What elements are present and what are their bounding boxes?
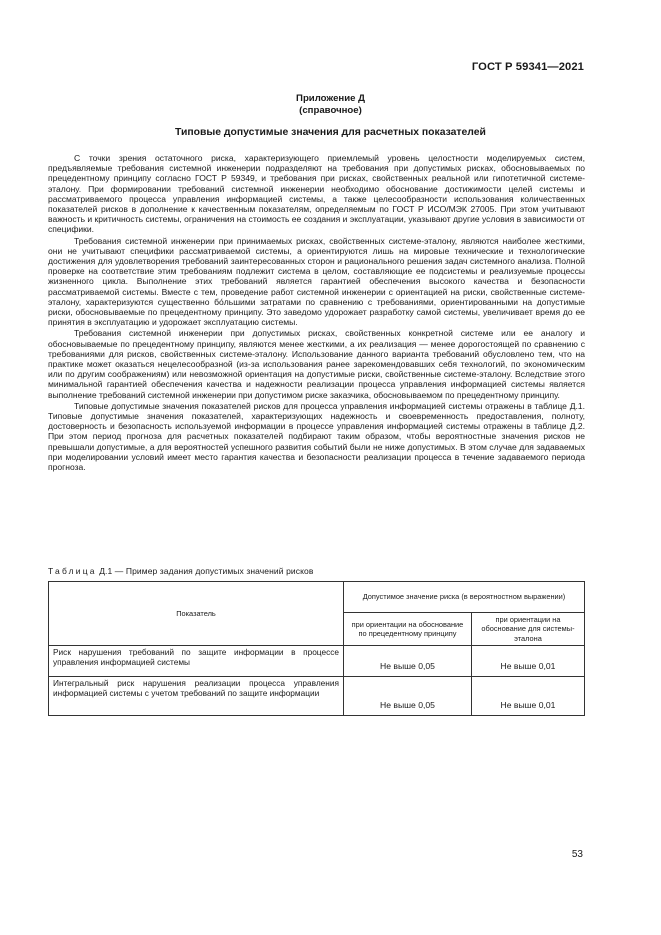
section-title: Типовые допустимые значения для расчетных показателей <box>175 127 486 138</box>
table-caption <box>48 566 313 576</box>
table-caption-text: Д.1 — Пример задания допустимых значений рисков <box>96 566 314 576</box>
header-group: Допустимое значение риска (в вероятностном выражении) <box>344 582 585 613</box>
paragraph-2: Требования системной инженерии при принимаемых рисках, свойственных системе-эталону, являются наиболее жесткими, они не учитывают специфики рассматриваемой системы, а ориентируются лишь на мировые технические и технологические достижения для удовлетворения требований заинтересованных сторон и рационального решения задач системного анализа. Полной проверке на соответствие этим требованиям подлежит система в целом, составляющие ее подсистемы и реализуемые процессы жизненного цикла. Выполнение этих требований является гарантией обеспечения высокого качества и безопасности рассматриваемой системы. Вместе с тем, проведение работ системной инженерии с ориентацией на риски, свойственные системе-эталону, характеризуются существенно бо́льшими затратами по сравнению с требованиями, ориентированными на допустимые риски, обосновываемые по прецедентному принципу. Это заведомо удорожает разработку самой системы, увеличивает время до ее принятия в эксплуатацию и удорожает эксплуатацию системы. <box>48 235 585 328</box>
table-cell-indicator: Риск нарушения требований по защите информации в процессе управления информацией системы <box>49 646 344 677</box>
table-caption-prefix: Таблица <box>48 566 97 576</box>
header-indicator: Показатель <box>49 582 344 646</box>
table-cell-value-precedent: Не выше 0,05 <box>344 677 472 716</box>
paragraph-3: Требования системной инженерии при допустимых рисках, свойственных конкретной системе или ее аналогу и обосновываемые по прецедентному принципу, являются менее жесткими, а их реализация — менее дорогостоящей по сравнению с требованиями для рисков, свойственных системе-эталону. Использование данного варианта требований обусловлено тем, что на практике может оказаться нецелесообразной (из-за использования ранее зарекомендовавших себя технологий, по экономическим или по другим соображениям) или невозможной ориентация на допустимые риски, свойственные системе-эталону. Вследствие этого минимальной гарантией обеспечения качества и надежности реализации процесса управления информацией системы является выполнение требований системной инженерии при допустимом риске заказчика, обосновываемом по прецедентному принципу. <box>48 328 585 400</box>
body-text <box>48 153 585 473</box>
risk-values-table <box>48 581 585 716</box>
appendix-heading <box>0 93 661 117</box>
table-cell-value-reference: Не выше 0,01 <box>471 646 584 677</box>
table-cell-value-precedent: Не выше 0,05 <box>344 646 472 677</box>
paragraph-1: С точки зрения остаточного риска, характеризующего приемлемый уровень целостности моделируемых систем, предъявляемые требования системной инженерии подразделяют на требования при допустимых рисках, обосновываемых по прецедентному принципу согласно ГОСТ Р 59349, и требования при рисках, свойственных реальной или гипотетичной системе-эталону. При формировании требований системной инженерии необходимо обоснование достижимости целей системы и рассматриваемого процесса управления информацией системы, а также целесообразности использования количественных показателей рисков в дополнение к качественным показателям, определяемым по ГОСТ Р ИСО/МЭК 27005. При этом учитывают важность и критичность системы, ограничения на стоимость ее создания и эксплуатации, указывают другие условия в зависимости от специфики. <box>48 153 585 235</box>
document-standard-header: ГОСТ Р 59341—2021 <box>471 61 584 73</box>
header-col-reference-system: при ориентации на обоснование для системы-эталона <box>471 613 584 646</box>
table-cell-value-reference: Не выше 0,01 <box>471 677 584 716</box>
header-col-precedent: при ориентации на обоснование по прецедентному принципу <box>344 613 472 646</box>
appendix-subtitle: (справочное) <box>299 105 362 116</box>
table-row <box>49 677 585 716</box>
table-cell-indicator: Интегральный риск нарушения реализации процесса управления информацией системы с учетом требований по защите информации <box>49 677 344 716</box>
page-number: 53 <box>571 849 583 860</box>
table-row <box>49 646 585 677</box>
appendix-title: Приложение Д <box>296 93 365 104</box>
table-header-row-1 <box>49 582 585 613</box>
paragraph-4: Типовые допустимые значения показателей рисков для процесса управления информацией системы отражены в таблице Д.1. Типовые допустимые значения показателей, характеризующих надежность и своевременность предоставления, полноту, достоверность и безопасность используемой информации в процессе управления информацией системы отражены в таблице Д.2. При этом период прогноза для расчетных показателей подбирают таким образом, чтобы вероятностные значения рисков не превышали допустимые, а для вероятностей успешного развития событий были не ниже допустимых. В этом случае для задаваемых при моделировании условий имеет место гарантия качества и безопасности реализации процесса в течение задаваемого периода прогноза. <box>48 400 585 473</box>
